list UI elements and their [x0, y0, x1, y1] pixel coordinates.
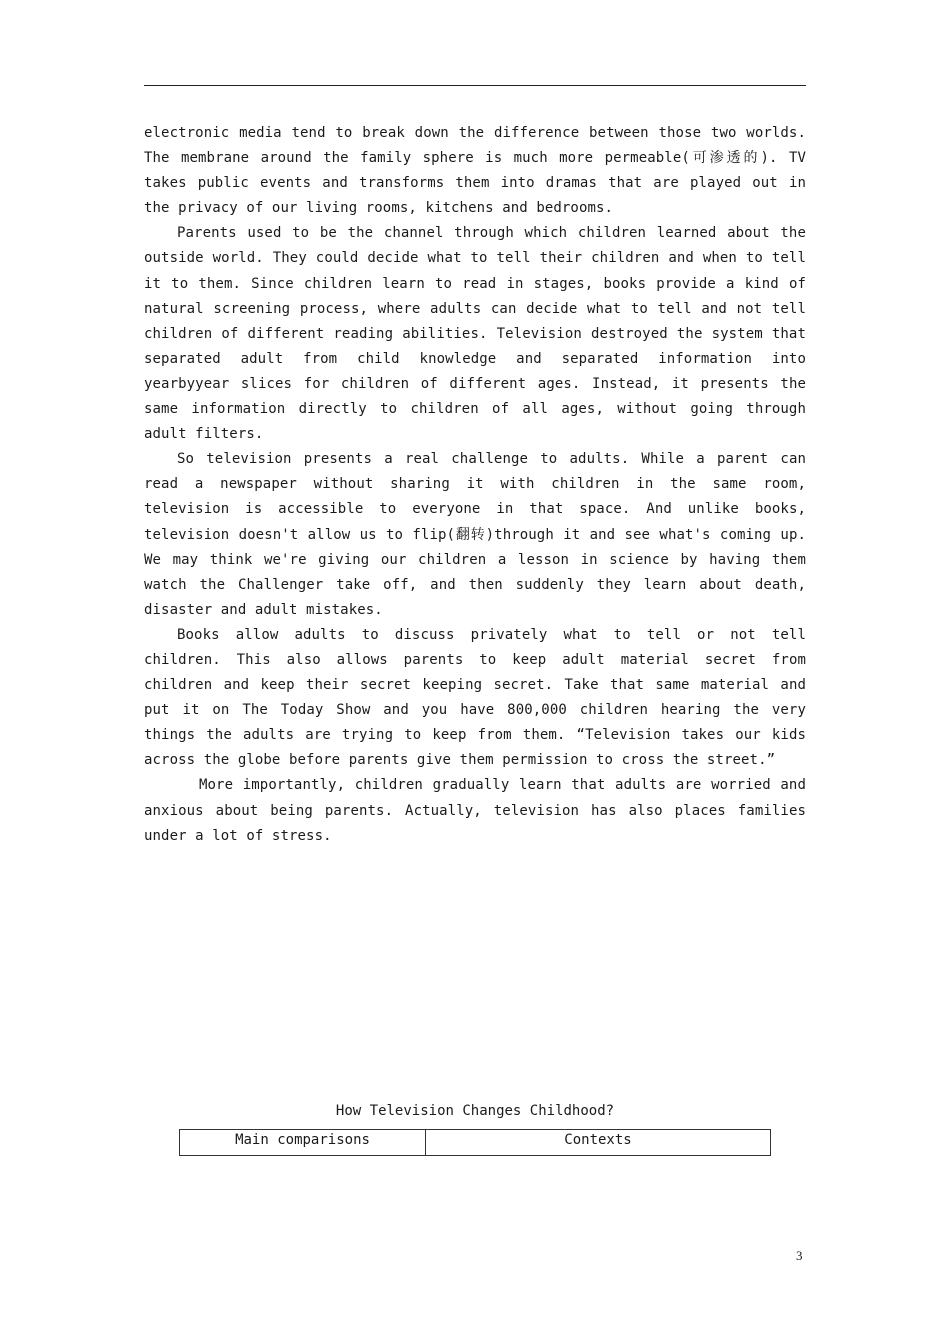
- summary-table: [179, 1129, 771, 1156]
- header-contexts: Contexts: [426, 1130, 771, 1156]
- header-rule: [144, 85, 806, 86]
- header-main-comparisons: Main comparisons: [180, 1130, 426, 1156]
- page-number: 3: [796, 1248, 803, 1263]
- passage-body: [144, 121, 806, 849]
- paragraph-3: So television presents a real challenge to adults. While a parent can read a newspaper without sharing it with children in the same room, television is accessible to everyone in that space. And unlike books, television doesn't allow us to flip(翻转)through it and see what's coming up. We may think we're giving our children a lesson in science by having them watch the Challenger take off, and then suddenly they learn about death, disaster and adult mistakes.: [144, 451, 806, 618]
- table-caption: How Television Changes Childhood?: [335, 1103, 615, 1119]
- paragraph-2: Parents used to be the channel through which children learned about the outside world. They could decide what to tell their children and when to tell it to them. Since children learn to read in stages, books provide a kind of natural screening process, where adults can decide what to tell and not tell children of different reading abilities. Television destroyed the system that separated adult from child knowledge and separated information into yearbyyear slices for children of different ages. Instead, it presents the same information directly to children of all ages, without going through adult filters.: [144, 225, 806, 443]
- paragraph-5: More importantly, children gradually learn that adults are worried and anxious about being parents. Actually, television has also places families under a lot of stress.: [144, 777, 806, 844]
- table-header-row: [180, 1130, 771, 1156]
- paragraph-4: Books allow adults to discuss privately what to tell or not tell children. This also allows parents to keep adult material secret from children and keep their secret keeping secret. Take that same material and put it on The Today Show and you have 800,000 children hearing the very things the adults are trying to keep from them. “Television takes our kids across the globe before parents give them permission to cross the street.”: [144, 626, 806, 769]
- paragraph-1: electronic media tend to break down the difference between those two worlds. The membrane around the family sphere is much more permeable(可渗透的). TV takes public events and transforms them into dramas that are played out in the privacy of our living rooms, kitchens and bedrooms.: [144, 125, 806, 217]
